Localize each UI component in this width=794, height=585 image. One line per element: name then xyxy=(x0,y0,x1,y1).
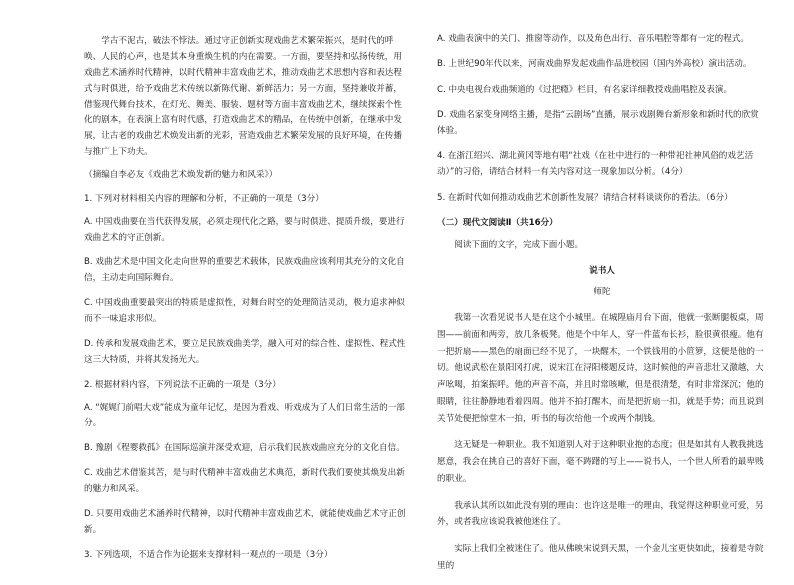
section-heading: （二）现代文阅读Ⅱ（共16分） xyxy=(437,218,558,229)
source-citation: （摘编自李必友《戏曲艺术焕发新的魅力和风采》） xyxy=(84,170,278,181)
q3-option-b: B. 上世纪90年代以来，河南戏曲界发起戏曲作品进校园（国内外高校）演出活动。 xyxy=(437,59,752,70)
reading-instruction: 阅读下面的文字，完成下面小题。 xyxy=(454,239,584,250)
q2-option-d: D. 只要用戏曲艺术涵养时代精神，以时代精神丰富戏曲艺术，就能使戏曲艺术守正创新。 xyxy=(84,508,406,535)
q2-option-a: A. “娓娓门前唱大戏”能成为童年记忆，是因为看戏、听戏成为了人们日常生活的一部分。 xyxy=(84,402,405,429)
q1-option-b: B. 戏曲艺术是中国文化走向世界的重要艺术载体，民族戏曲应该利用其充分的文化自信，主动走向国际舞台。 xyxy=(84,257,405,284)
q2-option-c: C. 戏曲艺术借鉴其苦，是与时代精神丰富戏曲艺术典范，新时代我们要使其焕发出新的魅力和风采。 xyxy=(84,468,405,495)
story-paragraph-2: 这无疑是一种职业。我不知道别人对于这种职业抱的态度；但是如其有人教我挑选愿意，我会在挑自己的喜好下面，毫不踌躇的写上——说书人，一个世人所看的最卑贱的职业。 xyxy=(437,440,764,484)
question-4: 4. 在浙江绍兴、湖北黄冈等地有唱“社戏（在社中进行的一种带祀社神风俗的戏艺活动）”的习俗，请结合材料一有关内容对这一现象加以分析。（4分） xyxy=(437,151,754,178)
right-column xyxy=(437,32,767,585)
story-title: 说书人 xyxy=(589,265,615,276)
question-3: 3. 下列选项，不适合作为论据来支撑材料一观点的一项是（3分） xyxy=(84,549,333,560)
story-paragraph-4: 实际上我们全被迷住了。他从佛映宋说到天黑，一个金儿宝更快如此，接着是寺院里的 xyxy=(437,544,764,571)
q2-option-b: B. 豫剧《程婴救孤》在国际巡演并深受欢迎，启示我们民族戏曲应充分的文化自信。 xyxy=(84,443,405,454)
q3-option-c: C. 中央电视台戏曲频道的《过把瘾》栏目，有名家详细教授戏曲唱腔及表演。 xyxy=(437,84,733,95)
question-2: 2. 根据材料内容，下列说法不正确的一项是（3分） xyxy=(84,379,281,390)
question-5: 5. 在新时代如何推动戏曲艺术创新性发展？请结合材料谈谈你的看法。（6分） xyxy=(437,193,733,204)
q1-option-c: C. 中国戏曲重要最突出的特质是虚拟性，对舞台时空的处理简洁灵动，极力追求神似而不一味追求形似。 xyxy=(84,298,405,325)
story-author: 师陀 xyxy=(593,287,611,298)
q3-option-a: A. 戏曲表演中的关门、推窗等动作，以及角色出行、音乐唱腔等都有一定的程式。 xyxy=(437,34,749,44)
q1-option-d: D. 传承和发展戏曲艺术，要立足民族戏曲美学，融入可对的综合性、虚拟性、程式性这三大特质，并将其发扬光大。 xyxy=(84,338,406,365)
intro-paragraph: 学古不泥古，破法不悖法。通过守正创新实现戏曲艺术繁荣振兴，是时代的呼唤、人民的心声，也是其本身重焕生机的内在需要。一方面，要坚持和弘扬传统，用戏曲艺术涵养时代精神，以时代精神丰富戏曲艺术，推动戏曲艺术思想内容和表达程式与时俱进，给予戏曲艺术传统以新陈代谢、新鲜活力；另一方面，坚持兼收并蓄，借鉴现代舞台技术，在灯光、舞美、服装、题材等方面丰富戏曲艺术，继续探索个性化的剧本，在表演上富有时代感，打造戏曲艺术的精品，在传统中创新，在继承中发展，让古老的戏曲艺术焕发出新的光彩，营造戏曲艺术繁荣发展的良好环境，在传播与推广上下功夫。 xyxy=(84,36,402,158)
story-paragraph-1: 我第一次看见说书人是在这个小城里。在城隍庙月台下面，他就一张断腿板桌，周围——前面和两旁，放几条板凳。他是个中年人，穿一件蓝布长衫，脸很黄很瘦。他有一把折扇——黑色的扇面已经不见了，一块醒木，一个铁钱用的小笸箩，这便是他的一切。他说武松在景阳冈打虎，说宋江在浔阳楼题反诗，这时候他的声音悲壮又激越，大声吆喝，拍案振呼。他的声音不高，并且时常咳嗽，但是很清楚，有时非常深沉；他的眼睛，往往静静地看着四周。他并不拍打醒木，而是把折扇一扣，就是手势；而且说到关节处便把惊堂木一拍，听书的每次给他一个或两个制钱。 xyxy=(437,313,764,424)
story-paragraph-3: 我承认其所以如此没有别的理由：也许这是唯一的理由，我觉得这种职业可爱，另外，或者我应该说我被他迷住了。 xyxy=(437,500,764,528)
q1-option-a: A. 中国戏曲要在当代获得发展，必须走现代化之路，要与时俱进、提质升级，要进行戏曲艺术的守正创新。 xyxy=(84,216,405,243)
q3-option-d: D. 戏曲名家变身网络主播，是指“云剧场”直播，展示戏剧舞台新形象和新时代的欣赏体验。 xyxy=(437,110,759,136)
question-1: 1. 下列对材料相关内容的理解和分析，不正确的一项是（3分） xyxy=(84,193,324,204)
left-column xyxy=(84,34,406,570)
